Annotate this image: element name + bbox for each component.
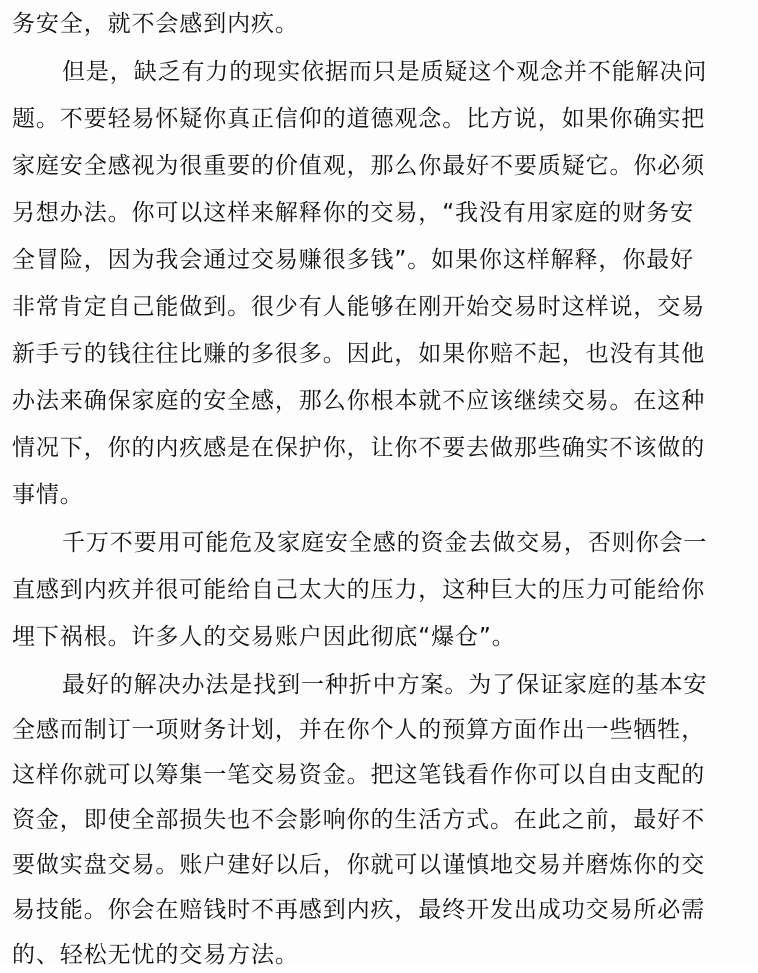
text-line: 的、轻松无忧的交易方法。 bbox=[12, 942, 299, 968]
text-line: 非常肯定自己能做到。很少有人能够在刚开始交易时这样说，交易 bbox=[12, 294, 706, 320]
text-line: 千万不要用可能危及家庭安全感的资金去做交易，否则你会一 bbox=[62, 530, 708, 556]
text-line: 家庭安全感视为很重要的价值观，那么你最好不要质疑它。你必须 bbox=[12, 153, 706, 179]
text-line: 直感到内疚并很可能给自己太大的压力，这种巨大的压力可能给你 bbox=[12, 577, 706, 603]
text-line: 但是，缺乏有力的现实依据而只是质疑这个观念并不能解决问 bbox=[62, 59, 708, 85]
text-line: 另想办法。你可以这样来解释你的交易，“我没有用家庭的财务安 bbox=[12, 200, 695, 226]
text-line: 情况下，你的内疚感是在保护你，让你不要去做那些确实不该做的 bbox=[12, 435, 706, 461]
text-line: 这样你就可以筹集一笔交易资金。把这笔钱看作你可以自由支配的 bbox=[12, 762, 706, 788]
text-line: 最好的解决办法是找到一种折中方案。为了保证家庭的基本安 bbox=[62, 672, 708, 698]
text-line: 务安全，就不会感到内疚。 bbox=[12, 11, 299, 37]
text-line: 办法来确保家庭的安全感，那么你根本就不应该继续交易。在这种 bbox=[12, 388, 706, 414]
text-line: 易技能。你会在赔钱时不再感到内疚，最终开发出成功交易所必需 bbox=[12, 897, 706, 923]
text-line: 事情。 bbox=[12, 482, 84, 508]
text-line: 埋下祸根。许多人的交易账户因此彻底“爆仓”。 bbox=[12, 624, 516, 650]
text-line: 全感而制订一项财务计划，并在你个人的预算方面作出一些牺牲， bbox=[12, 717, 706, 743]
text-line: 全冒险，因为我会通过交易赚很多钱”。如果你这样解释，你最好 bbox=[12, 247, 695, 273]
text-line: 资金，即使全部损失也不会影响你的生活方式。在此之前，最好不 bbox=[12, 807, 706, 833]
text-line: 新手亏的钱往往比赚的多很多。因此，如果你赔不起，也没有其他 bbox=[12, 341, 706, 367]
text-line: 题。不要轻易怀疑你真正信仰的道德观念。比方说，如果你确实把 bbox=[12, 106, 706, 132]
text-line: 要做实盘交易。账户建好以后，你就可以谨慎地交易并磨炼你的交 bbox=[12, 852, 706, 878]
